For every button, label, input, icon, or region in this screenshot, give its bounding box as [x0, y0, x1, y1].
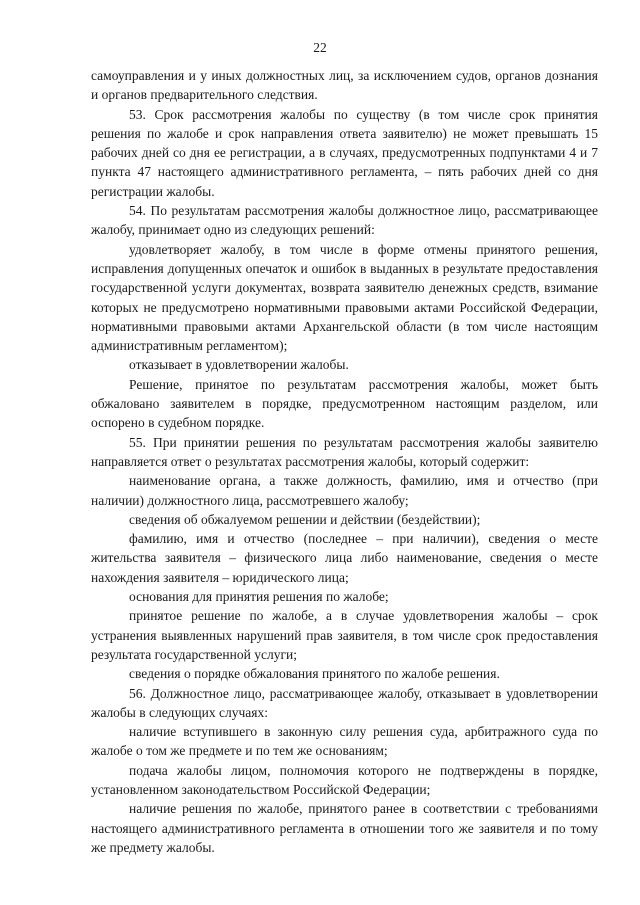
- page-number: 22: [313, 40, 327, 55]
- response-item-decision-info: сведения об обжалуемом решении и действии (бездействии);: [129, 511, 481, 527]
- decision-refuse: отказывает в удовлетворении жалобы.: [129, 357, 349, 373]
- decision-satisfy: удовлетворяет жалобу, в том числе в форме отмены принятого решения, исправления допущенных опечаток и ошибок в выданных в результате предоставления государственной услуги документах, возврата заявителю денежных средств, взимание которых не предусмотрено нормативными правовыми актами Российской Федерации, нормативными правовыми актами Архангельской области (в том числе настоящим административным регламентом);: [91, 241, 598, 354]
- response-item-decision: принятое решение по жалобе, а в случае удовлетворения жалобы – срок устранения выявленных нарушений прав заявителя, в том числе срок предоставления результата государственной услуги;: [91, 608, 598, 662]
- paragraph-56-refusal: 56. Должностное лицо, рассматривающее жалобу, отказывает в удовлетворении жалобы в следующих случаях:: [91, 685, 598, 720]
- response-item-grounds: основания для принятия решения по жалобе;: [129, 589, 389, 605]
- document-body: [91, 66, 598, 857]
- decision-appeal-note: Решение, принятое по результатам рассмотрения жалобы, может быть обжаловано заявителем в порядке, предусмотренном настоящим разделом, или оспорено в судебном порядке.: [91, 376, 598, 431]
- paragraph-54-decisions: 54. По результатам рассмотрения жалобы должностное лицо, рассматривающее жалобу, принимает одно из следующих решений:: [91, 203, 598, 238]
- response-item-organ: наименование органа, а также должность, фамилию, имя и отчество (при наличии) должностного лица, рассмотревшего жалобу;: [91, 473, 598, 508]
- refusal-case-court: наличие вступившего в законную силу решения суда, арбитражного суда по жалобе о том же предмете и по тем же основаниям;: [91, 724, 598, 759]
- response-item-appeal-procedure: сведения о порядке обжалования принятого по жалобе решения.: [129, 666, 500, 682]
- paragraph-55-response: 55. При принятии решения по результатам рассмотрения жалобы заявителю направляется ответ о результатах рассмотрения жалобы, который содержит:: [91, 434, 598, 469]
- refusal-case-authority: подача жалобы лицом, полномочия которого не подтверждены в порядке, установленном законодательством Российской Федерации;: [91, 762, 598, 797]
- response-item-applicant: фамилию, имя и отчество (последнее – при наличии), сведения о месте жительства заявителя – физического лица либо наименование, сведения о месте нахождения заявителя – юридического лица;: [91, 531, 598, 585]
- paragraph-continuation: самоуправления и у иных должностных лиц, за исключением судов, органов дознания и органов предварительного следствия.: [91, 68, 598, 103]
- paragraph-53-review-period: 53. Срок рассмотрения жалобы по существу (в том числе срок принятия решения по жалобе и срок направления ответа заявителю) не может превышать 15 рабочих дней со дня ее регистрации, а в случаях, предусмотренных подпунктами 4 и 7 пункта 47 настоящего административного регламента, – пять рабочих дней со дня регистрации жалобы.: [91, 106, 598, 199]
- refusal-case-prior-decision: наличие решения по жалобе, принятого ранее в соответствии с требованиями настоящего административного регламента в отношении того же заявителя и по тому же предмету жалобы.: [91, 801, 598, 855]
